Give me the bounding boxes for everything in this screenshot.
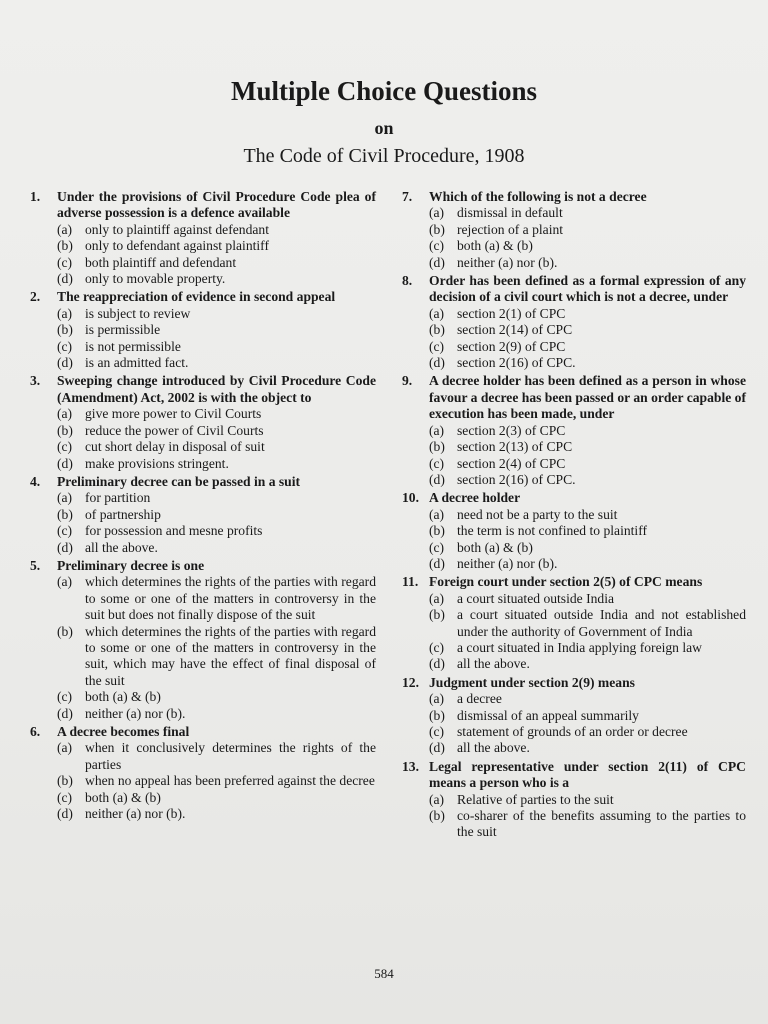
page-subtitle: The Code of Civil Procedure, 1908 xyxy=(243,145,525,167)
question-number: 4. xyxy=(30,473,41,489)
option-label: (d) xyxy=(57,705,73,721)
answer-option xyxy=(57,806,376,822)
question-body xyxy=(57,474,376,556)
option-text: section 2(1) of CPC xyxy=(457,305,566,321)
question-item xyxy=(30,724,376,822)
option-text: which determines the rights of the parties with regard to some or one of the matters in controversy in the suit but does not finally dispose of the suit xyxy=(85,574,376,623)
option-label: (b) xyxy=(429,322,445,338)
answer-option xyxy=(57,706,376,722)
option-text: section 2(14) of CPC xyxy=(457,322,573,338)
option-text: only to movable property. xyxy=(85,271,226,287)
option-label: (b) xyxy=(429,808,445,824)
option-text: the term is not confined to plaintiff xyxy=(457,523,648,539)
answer-option xyxy=(429,238,746,254)
option-label: (b) xyxy=(429,439,445,455)
option-label: (c) xyxy=(429,724,445,739)
option-label: (d) xyxy=(57,271,73,287)
option-label: (c) xyxy=(429,238,445,254)
right-column xyxy=(402,189,746,843)
option-text: is not permissible xyxy=(85,338,181,354)
option-label: (c) xyxy=(429,539,445,555)
question-item xyxy=(402,273,746,371)
answer-option xyxy=(57,222,376,238)
answer-option xyxy=(57,624,376,690)
answer-option xyxy=(57,306,376,322)
option-label: (d) xyxy=(57,806,73,822)
question-item xyxy=(30,189,376,287)
option-label: (d) xyxy=(429,740,445,756)
answer-option xyxy=(57,490,376,506)
answer-option xyxy=(429,792,746,808)
option-text: neither (a) nor (b). xyxy=(457,254,558,270)
answer-option xyxy=(429,255,746,271)
answer-option xyxy=(57,773,376,789)
answer-option xyxy=(429,591,746,607)
question-item xyxy=(30,373,376,471)
option-text: reduce the power of Civil Courts xyxy=(85,422,264,438)
question-number: 1. xyxy=(30,189,41,204)
option-label: (a) xyxy=(57,740,73,756)
question-body xyxy=(57,189,376,287)
answer-option xyxy=(57,456,376,472)
option-label: (d) xyxy=(57,539,73,555)
answer-option xyxy=(57,439,376,455)
answer-option xyxy=(57,740,376,773)
answer-option xyxy=(57,689,376,705)
option-text: both (a) & (b) xyxy=(457,539,533,555)
option-text: section 2(16) of CPC. xyxy=(457,471,576,487)
question-body xyxy=(429,675,746,757)
question-text: Sweeping change introduced by Civil Procedure Code (Amendment) Act, 2002 is with the object to xyxy=(57,373,376,405)
option-label: (a) xyxy=(429,791,445,807)
answer-option xyxy=(57,255,376,271)
option-text: of partnership xyxy=(85,506,161,522)
option-label: (b) xyxy=(429,607,445,623)
question-text: A decree holder xyxy=(429,490,521,506)
option-text: a court situated outside India and not established under the authority of Government of India xyxy=(457,607,746,639)
option-label: (c) xyxy=(429,338,445,354)
question-body xyxy=(57,289,376,371)
option-text: section 2(4) of CPC xyxy=(457,455,566,471)
question-body xyxy=(57,373,376,471)
question-number: 6. xyxy=(30,724,41,739)
answer-option xyxy=(429,507,746,523)
option-label: (b) xyxy=(57,422,73,438)
question-text: Preliminary decree can be passed in a suit xyxy=(57,473,301,489)
question-number: 10. xyxy=(402,490,419,506)
answer-option xyxy=(57,355,376,371)
option-label: (b) xyxy=(57,623,73,639)
option-label: (a) xyxy=(429,305,445,321)
option-label: (d) xyxy=(429,254,445,270)
title-connector: on xyxy=(374,118,394,138)
option-text: section 2(9) of CPC xyxy=(457,338,566,354)
question-text: Which of the following is not a decree xyxy=(429,189,647,204)
question-number: 3. xyxy=(30,373,41,389)
question-body xyxy=(429,490,746,572)
left-column xyxy=(30,189,376,824)
option-text: section 2(3) of CPC xyxy=(457,422,566,438)
option-label: (a) xyxy=(429,205,445,221)
option-label: (d) xyxy=(429,656,445,672)
question-item xyxy=(30,289,376,371)
option-label: (b) xyxy=(57,506,73,522)
option-label: (d) xyxy=(429,555,445,571)
option-text: which determines the rights of the parties with regard to some or one of the matters in controversy in the suit, which may have the effect of final disposal of the suit xyxy=(85,623,376,688)
question-text: Foreign court under section 2(5) of CPC means xyxy=(429,574,703,590)
question-number: 7. xyxy=(402,189,413,204)
option-label: (c) xyxy=(57,254,73,270)
question-body xyxy=(429,759,746,841)
option-label: (a) xyxy=(57,574,73,590)
option-label: (a) xyxy=(57,406,73,422)
option-label: (c) xyxy=(57,523,73,539)
question-text: A decree becomes final xyxy=(57,724,190,739)
option-text: when no appeal has been preferred against the decree xyxy=(85,773,375,789)
option-label: (d) xyxy=(57,455,73,471)
answer-option xyxy=(57,339,376,355)
option-text: is an admitted fact. xyxy=(85,355,189,371)
question-number: 13. xyxy=(402,758,419,774)
option-text: for possession and mesne profits xyxy=(85,523,263,539)
answer-option xyxy=(57,423,376,439)
answer-option xyxy=(57,574,376,623)
answer-option xyxy=(429,439,746,455)
option-text: neither (a) nor (b). xyxy=(85,806,186,822)
option-label: (b) xyxy=(57,773,73,789)
answer-option xyxy=(429,656,746,672)
option-label: (d) xyxy=(429,471,445,487)
option-label: (b) xyxy=(429,707,445,723)
option-text: both (a) & (b) xyxy=(85,689,161,705)
question-number: 5. xyxy=(30,557,41,573)
option-text: dismissal in default xyxy=(457,205,563,221)
question-body xyxy=(429,273,746,371)
option-label: (d) xyxy=(429,355,445,371)
option-text: all the above. xyxy=(85,539,158,555)
option-text: only to plaintiff against defendant xyxy=(85,221,269,237)
question-text: Preliminary decree is one xyxy=(57,557,205,573)
option-label: (a) xyxy=(429,422,445,438)
answer-option xyxy=(429,222,746,238)
question-item xyxy=(30,558,376,722)
question-item xyxy=(402,373,746,488)
page-number: 584 xyxy=(374,966,394,981)
question-text: Under the provisions of Civil Procedure Code plea of adverse possession is a defence available xyxy=(57,189,376,221)
answer-option xyxy=(429,423,746,439)
question-item xyxy=(402,490,746,572)
option-text: both (a) & (b) xyxy=(85,789,161,805)
option-text: all the above. xyxy=(457,740,530,756)
option-label: (c) xyxy=(429,639,445,655)
option-text: neither (a) nor (b). xyxy=(85,705,186,721)
question-text: Order has been defined as a formal expression of any decision of a civil court which is not a decree, under xyxy=(429,273,746,305)
answer-option xyxy=(57,523,376,539)
question-text: The reappreciation of evidence in second appeal xyxy=(57,289,336,305)
question-item xyxy=(402,574,746,672)
answer-option xyxy=(429,205,746,221)
answer-option xyxy=(57,790,376,806)
option-text: section 2(16) of CPC. xyxy=(457,355,576,371)
answer-option xyxy=(429,472,746,488)
answer-option xyxy=(57,271,376,287)
answer-option xyxy=(57,540,376,556)
answer-option xyxy=(429,607,746,640)
option-label: (c) xyxy=(429,455,445,471)
answer-option xyxy=(57,507,376,523)
answer-option xyxy=(429,724,746,740)
option-label: (b) xyxy=(57,322,73,338)
option-label: (b) xyxy=(57,238,73,254)
answer-option xyxy=(57,322,376,338)
option-label: (d) xyxy=(57,355,73,371)
question-number: 2. xyxy=(30,289,41,305)
question-body xyxy=(57,558,376,722)
option-label: (c) xyxy=(57,439,73,455)
answer-option xyxy=(429,339,746,355)
option-label: (a) xyxy=(57,221,73,237)
option-label: (a) xyxy=(429,590,445,606)
option-text: only to defendant against plaintiff xyxy=(85,238,269,254)
option-text: cut short delay in disposal of suit xyxy=(85,439,265,455)
option-text: for partition xyxy=(85,490,151,506)
option-text: is subject to review xyxy=(85,305,191,321)
option-text: give more power to Civil Courts xyxy=(85,406,262,422)
answer-option xyxy=(429,708,746,724)
option-label: (b) xyxy=(429,221,445,237)
option-text: dismissal of an appeal summarily xyxy=(457,707,639,723)
answer-option xyxy=(57,406,376,422)
question-number: 8. xyxy=(402,273,413,289)
answer-option xyxy=(429,322,746,338)
question-body xyxy=(429,189,746,271)
option-text: co-sharer of the benefits assuming to the parties to the suit xyxy=(457,808,746,840)
answer-option xyxy=(57,238,376,254)
question-text: Legal representative under section 2(11) of CPC means a person who is a xyxy=(429,758,746,791)
option-text: a decree xyxy=(457,691,502,707)
question-body xyxy=(429,373,746,488)
answer-option xyxy=(429,691,746,707)
answer-option xyxy=(429,523,746,539)
question-number: 11. xyxy=(402,574,419,590)
option-text: section 2(13) of CPC xyxy=(457,439,573,455)
option-label: (c) xyxy=(57,789,73,805)
option-text: rejection of a plaint xyxy=(457,221,564,237)
answer-option xyxy=(429,640,746,656)
option-label: (c) xyxy=(57,689,73,705)
question-text: Judgment under section 2(9) means xyxy=(429,674,635,690)
option-text: a court situated outside India xyxy=(457,590,615,606)
answer-option xyxy=(429,740,746,756)
option-label: (a) xyxy=(57,490,73,506)
option-text: both (a) & (b) xyxy=(457,238,533,254)
answer-option xyxy=(429,556,746,572)
answer-option xyxy=(429,355,746,371)
option-text: need not be a party to the suit xyxy=(457,506,618,522)
option-text: both plaintiff and defendant xyxy=(85,254,237,270)
option-text: neither (a) nor (b). xyxy=(457,555,558,571)
question-item xyxy=(402,675,746,757)
option-label: (a) xyxy=(429,691,445,707)
option-label: (a) xyxy=(57,305,73,321)
answer-option xyxy=(429,808,746,841)
question-item xyxy=(402,759,746,841)
option-text: Relative of parties to the suit xyxy=(457,791,614,807)
question-number: 12. xyxy=(402,674,419,690)
option-label: (a) xyxy=(429,506,445,522)
question-number: 9. xyxy=(402,373,413,389)
option-text: a court situated in India applying foreign law xyxy=(457,639,702,655)
option-text: all the above. xyxy=(457,656,530,672)
option-text: is permissible xyxy=(85,322,161,338)
option-label: (b) xyxy=(429,523,445,539)
question-body xyxy=(429,574,746,672)
answer-option xyxy=(429,540,746,556)
question-text: A decree holder has been defined as a person in whose favour a decree has been passed or an order capable of execution has been made, under xyxy=(429,373,746,422)
option-text: statement of grounds of an order or decree xyxy=(457,724,688,739)
page-title: Multiple Choice Questions xyxy=(230,76,537,106)
answer-option xyxy=(429,306,746,322)
question-body xyxy=(57,724,376,822)
option-label: (c) xyxy=(57,338,73,354)
option-text: when it conclusively determines the rights of the parties xyxy=(85,740,376,772)
option-text: make provisions stringent. xyxy=(85,455,229,471)
question-item xyxy=(30,474,376,556)
question-item xyxy=(402,189,746,271)
answer-option xyxy=(429,456,746,472)
